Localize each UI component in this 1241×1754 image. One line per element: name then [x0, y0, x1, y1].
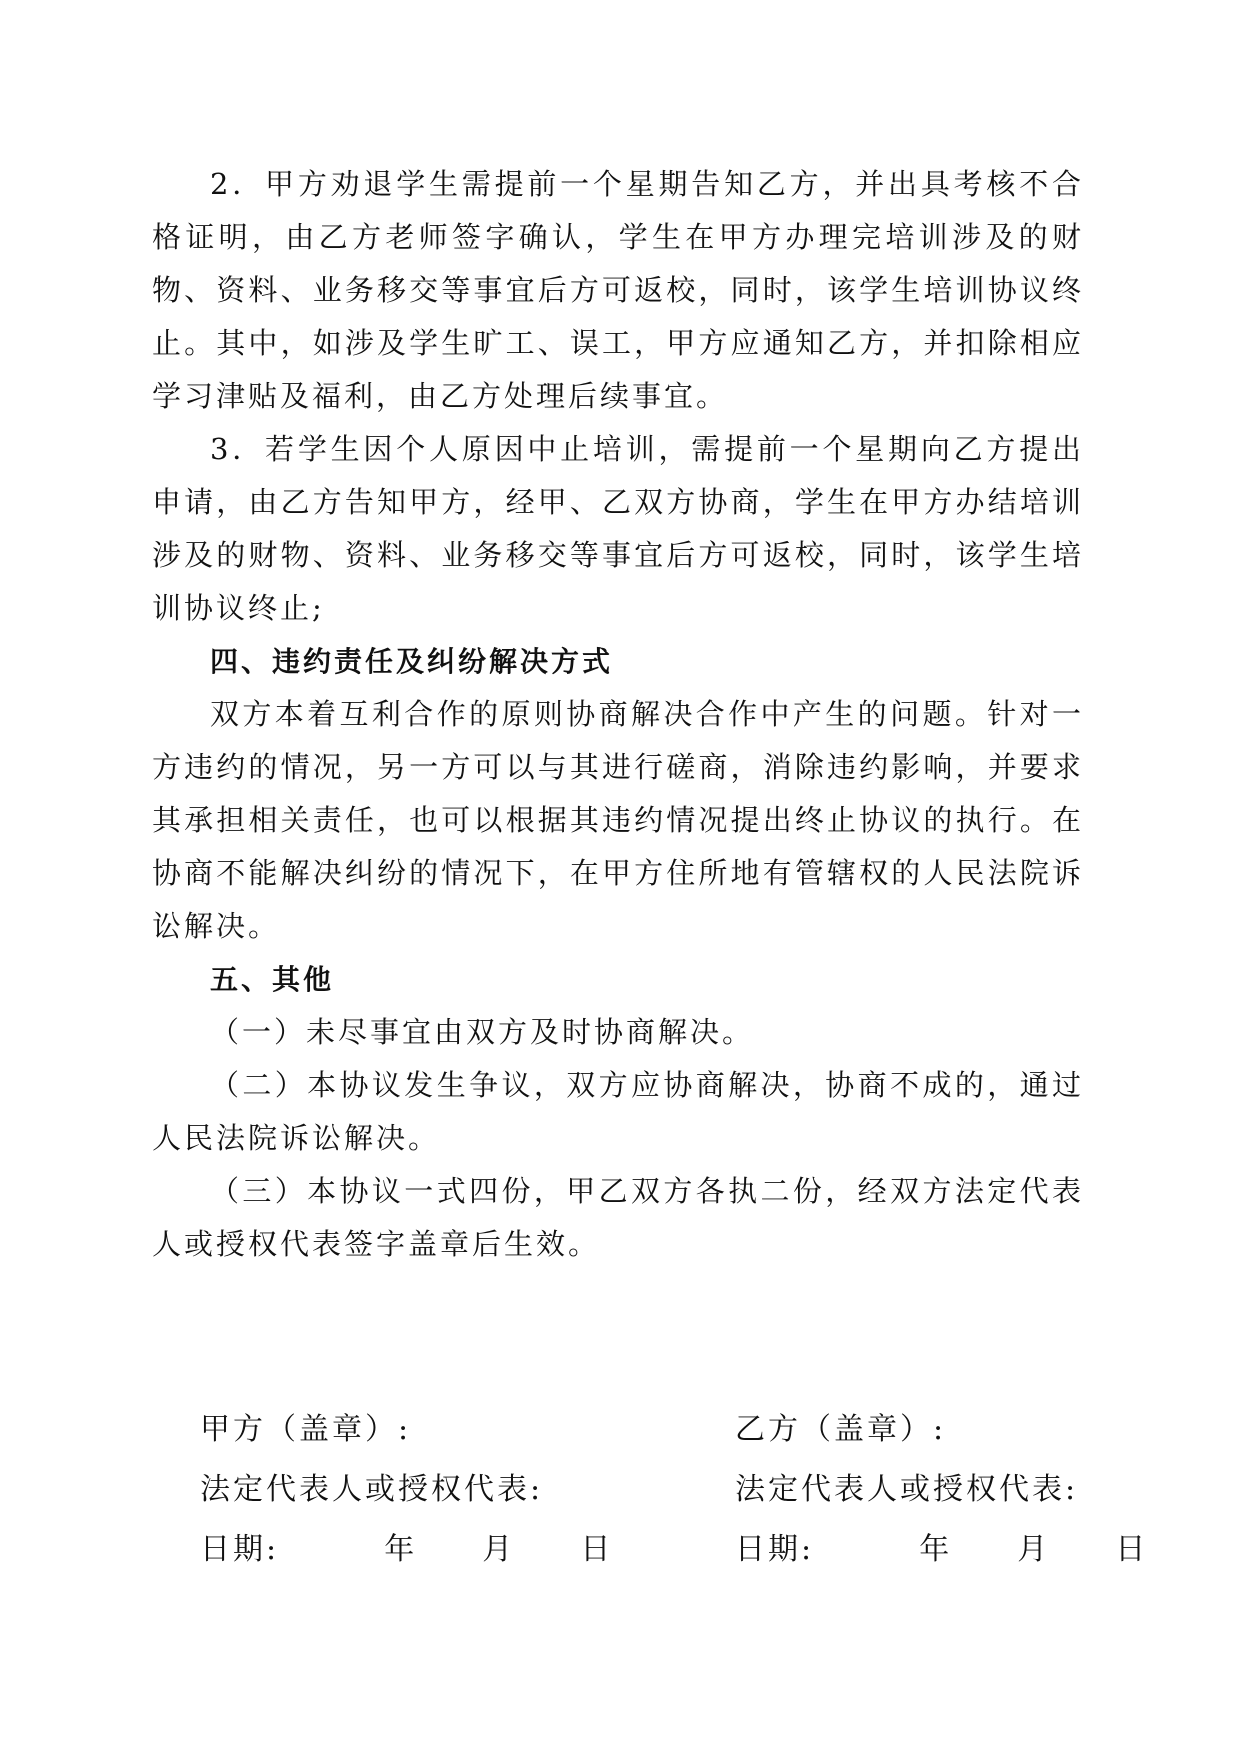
- party-a-date-row: [200, 1520, 613, 1580]
- section-4-heading: 四、违约责任及纠纷解决方式: [210, 645, 614, 678]
- party-b-day-label: 日: [1115, 1532, 1149, 1567]
- party-a-day-label: 日: [580, 1532, 614, 1567]
- party-b-seal-label: 乙方（盖章）:: [735, 1412, 947, 1447]
- party-b-date-label: 日期:: [735, 1532, 815, 1567]
- party-a-seal-label: 甲方（盖章）:: [200, 1412, 412, 1447]
- party-a-date-label: 日期:: [200, 1532, 280, 1567]
- section-5-heading: 五、其他: [210, 963, 335, 996]
- party-a-year-label: 年: [384, 1532, 418, 1567]
- clause-2-paragraph: 2．甲方劝退学生需提前一个星期告知乙方，并出具考核不合格证明，由乙方老师签字确认，学生在甲方办理完培训涉及的财物、资料、业务移交等事宜后方可返校，同时，该学生培训协议终止。其中，如涉及学生旷工、误工，甲方应通知乙方，并扣除相应学习津贴及福利，由乙方处理后续事宜。: [152, 167, 1084, 413]
- section-5-item-2: （二）本协议发生争议，双方应协商解决，协商不成的，通过人民法院诉讼解决。: [152, 1068, 1084, 1155]
- section-4-paragraph: 双方本着互利合作的原则协商解决合作中产生的问题。针对一方违约的情况，另一方可以与其进行磋商，消除违约影响，并要求其承担相关责任，也可以根据其违约情况提出终止协议的执行。在协商不能解决纠纷的情况下，在甲方住所地有管辖权的人民法院诉讼解决。: [152, 697, 1084, 943]
- party-a-signature-block: [200, 1400, 613, 1580]
- section-5-item-1: （一）未尽事宜由双方及时协商解决。: [210, 1015, 755, 1049]
- section-5-item-3: （三）本协议一式四份，甲乙双方各执二份，经双方法定代表人或授权代表签字盖章后生效。: [152, 1174, 1084, 1261]
- clause-3-paragraph: 3．若学生因个人原因中止培训，需提前一个星期向乙方提出申请，由乙方告知甲方，经甲、乙双方协商，学生在甲方办结培训涉及的财物、资料、业务移交等事宜后方可返校，同时，该学生培训协议终止;: [152, 432, 1084, 625]
- party-b-month-label: 月: [1017, 1532, 1051, 1567]
- party-b-signature-block: [735, 1400, 1148, 1580]
- document-body: [152, 158, 1084, 1271]
- party-a-month-label: 月: [482, 1532, 516, 1567]
- party-b-date-row: [735, 1520, 1148, 1580]
- party-b-rep-label: 法定代表人或授权代表:: [735, 1472, 1079, 1507]
- party-b-year-label: 年: [919, 1532, 953, 1567]
- party-a-rep-label: 法定代表人或授权代表:: [200, 1472, 544, 1507]
